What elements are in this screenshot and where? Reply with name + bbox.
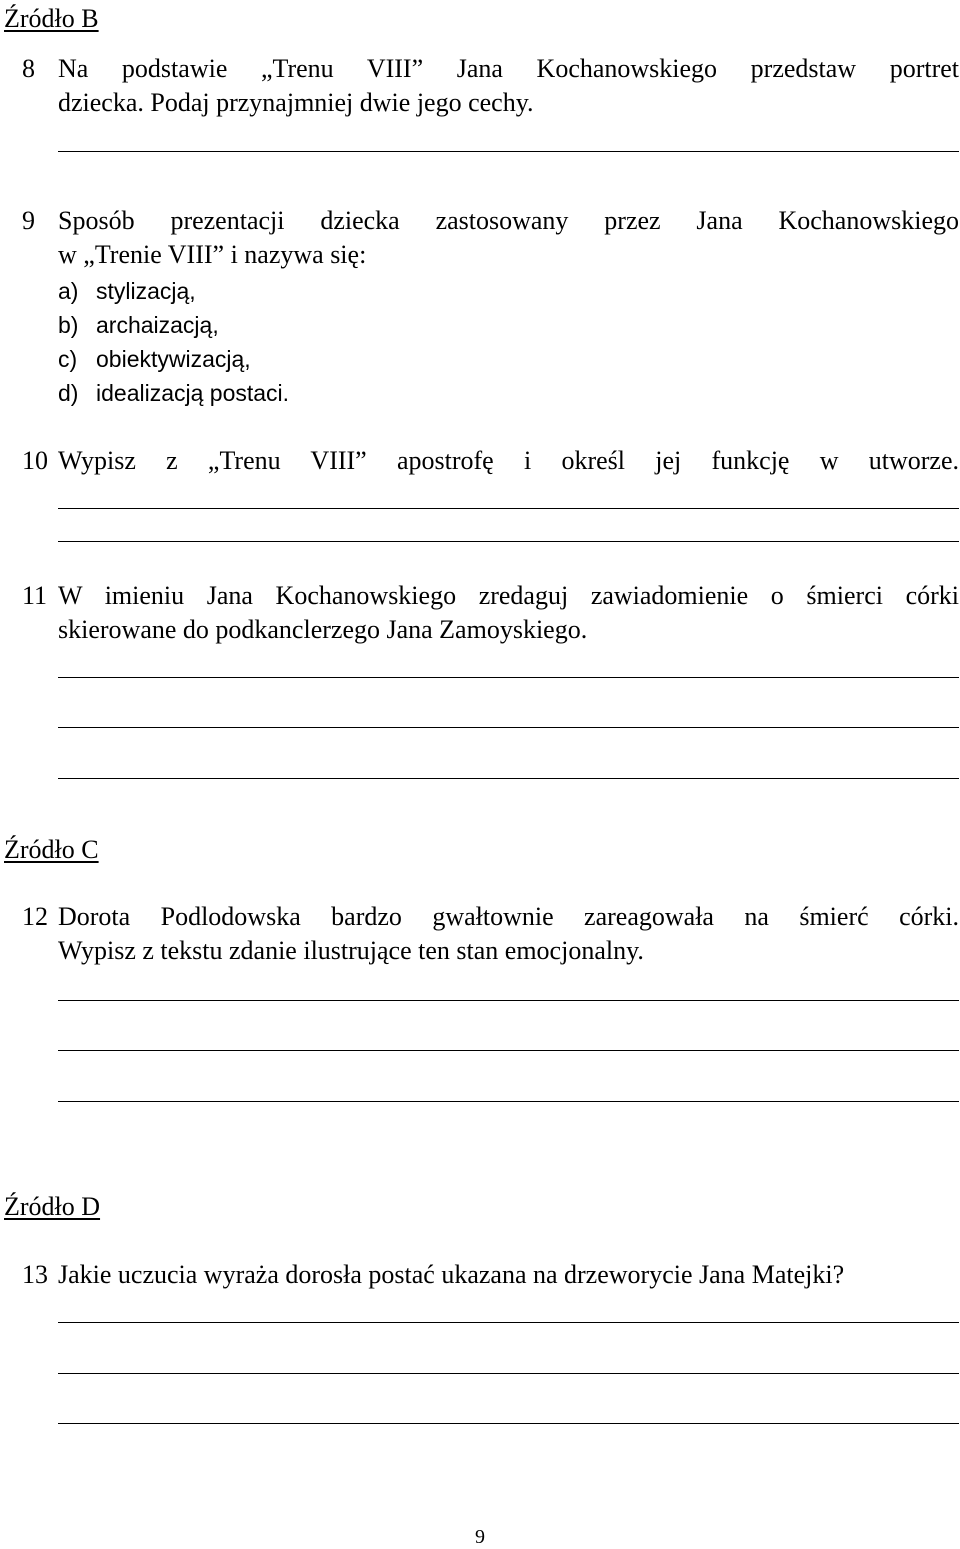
answer-line-q12-1[interactable] [58, 1000, 959, 1001]
question-9-option-d[interactable] [58, 376, 289, 410]
question-13-number: 13 [22, 1260, 48, 1289]
question-11-number: 11 [22, 581, 48, 610]
question-12-number: 12 [22, 902, 48, 931]
question-9-number: 9 [22, 206, 35, 235]
option-letter: c) [58, 346, 78, 372]
answer-line-q10-1[interactable] [58, 508, 959, 509]
answer-line-q11-2[interactable] [58, 727, 959, 728]
section-heading-d: Źródło D [4, 1192, 101, 1221]
section-heading-c: Źródło C [4, 835, 99, 864]
answer-line-q13-3[interactable] [58, 1423, 959, 1424]
answer-line-q12-2[interactable] [58, 1050, 959, 1051]
answer-line-q10-2[interactable] [58, 541, 959, 542]
page-number: 9 [475, 1526, 485, 1548]
option-letter: b) [58, 312, 79, 338]
section-heading-b: Źródło B [4, 4, 99, 33]
answer-line-q11-1[interactable] [58, 677, 959, 678]
answer-line-q13-2[interactable] [58, 1373, 959, 1374]
question-10-line-1: Wypisz z „Trenu VIII” apostrofę i określ jej funkcję w utworze. [58, 446, 959, 475]
option-text: idealizacją postaci. [96, 380, 290, 406]
option-text: obiektywizacją, [96, 346, 251, 372]
question-10-number: 10 [22, 446, 48, 475]
answer-line-q12-3[interactable] [58, 1101, 959, 1102]
question-8-line-1: Na podstawie „Trenu VIII” Jana Kochanowskiego przedstaw portret [58, 54, 959, 83]
question-9-option-a[interactable] [58, 274, 196, 308]
question-8-number: 8 [22, 54, 35, 83]
question-12-line-1: Dorota Podlodowska bardzo gwałtownie zareagowała na śmierć córki. [58, 902, 959, 931]
option-text: archaizacją, [96, 312, 219, 338]
question-9-line-1: Sposób prezentacji dziecka zastosowany przez Jana Kochanowskiego [58, 206, 959, 235]
option-letter: a) [58, 278, 79, 304]
question-12-line-2: Wypisz z tekstu zdanie ilustrujące ten stan emocjonalny. [58, 936, 644, 965]
option-letter: d) [58, 380, 79, 406]
question-11-line-2: skierowane do podkanclerzego Jana Zamoyskiego. [58, 615, 588, 644]
question-8-line-2: dziecka. Podaj przynajmniej dwie jego cechy. [58, 88, 534, 117]
question-9-option-c[interactable] [58, 342, 251, 376]
answer-line-q11-3[interactable] [58, 778, 959, 779]
question-13-line-1: Jakie uczucia wyraża dorosła postać ukazana na drzeworycie Jana Matejki? [58, 1260, 845, 1289]
answer-line-q8-1[interactable] [58, 151, 959, 152]
answer-line-q13-1[interactable] [58, 1322, 959, 1323]
question-9-option-b[interactable] [58, 308, 219, 342]
option-text: stylizacją, [96, 278, 196, 304]
question-11-line-1: W imieniu Jana Kochanowskiego zredaguj zawiadomienie o śmierci córki [58, 581, 959, 610]
question-9-line-2: w „Trenie VIII” i nazywa się: [58, 240, 367, 269]
